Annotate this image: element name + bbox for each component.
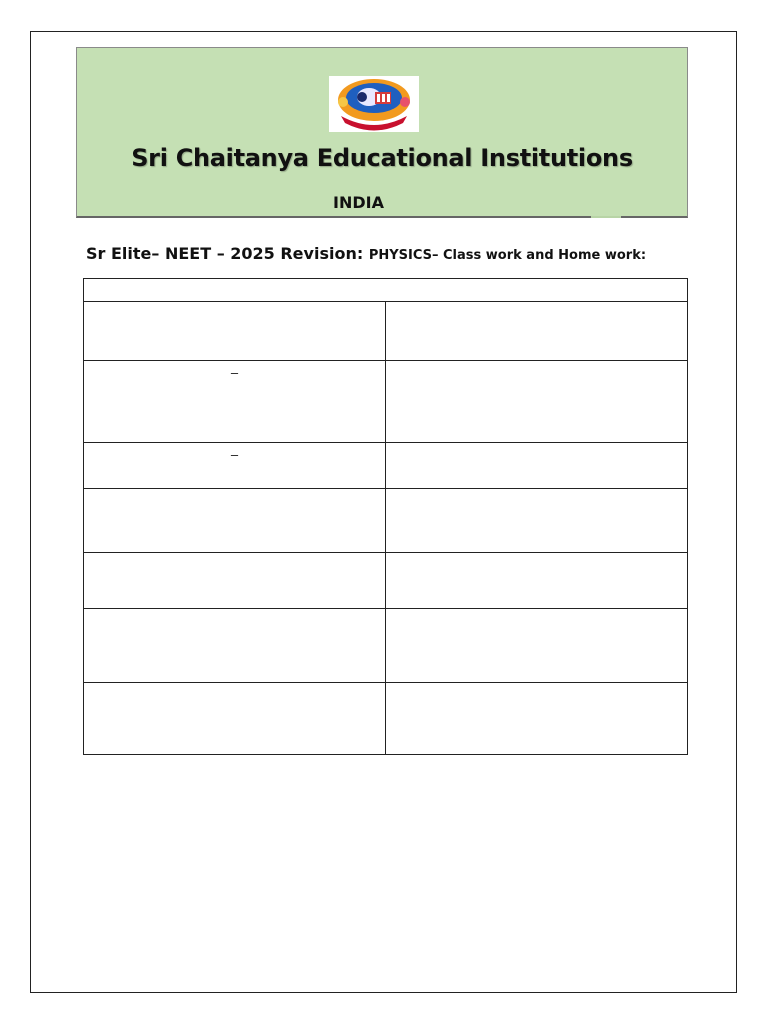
institution-name: Sri Chaitanya Educational Institutions bbox=[131, 144, 633, 172]
table-row bbox=[84, 302, 688, 361]
table-row bbox=[84, 361, 688, 443]
row-label-cell bbox=[84, 683, 386, 755]
row-label-cell: – bbox=[84, 443, 386, 489]
row-content-cell bbox=[386, 302, 688, 361]
table-row bbox=[84, 609, 688, 683]
heading-sub: PHYSICS– Class work and Home work: bbox=[368, 248, 647, 263]
row-label-cell bbox=[84, 609, 386, 683]
row-content-cell bbox=[386, 609, 688, 683]
institution-country: INDIA bbox=[333, 193, 384, 212]
row-content-cell bbox=[386, 553, 688, 609]
institution-banner bbox=[76, 47, 688, 218]
row-content-cell bbox=[386, 443, 688, 489]
table-row bbox=[84, 683, 688, 755]
row-content-cell bbox=[386, 361, 688, 443]
schedule-table bbox=[83, 278, 688, 755]
table-row bbox=[84, 553, 688, 609]
table-row bbox=[84, 489, 688, 553]
table-header-row bbox=[84, 279, 688, 302]
row-label-cell bbox=[84, 553, 386, 609]
table-row bbox=[84, 443, 688, 489]
row-label-cell bbox=[84, 489, 386, 553]
row-label-cell: – bbox=[84, 361, 386, 443]
row-label-cell bbox=[84, 302, 386, 361]
row-content-cell bbox=[386, 489, 688, 553]
row-content-cell bbox=[386, 683, 688, 755]
heading-main: Sr Elite– NEET – 2025 Revision: bbox=[86, 244, 369, 263]
page-heading bbox=[86, 244, 646, 263]
table-header-cell bbox=[84, 279, 688, 302]
sri-chaitanya-logo-icon bbox=[329, 76, 419, 132]
banner-strip bbox=[591, 216, 621, 218]
